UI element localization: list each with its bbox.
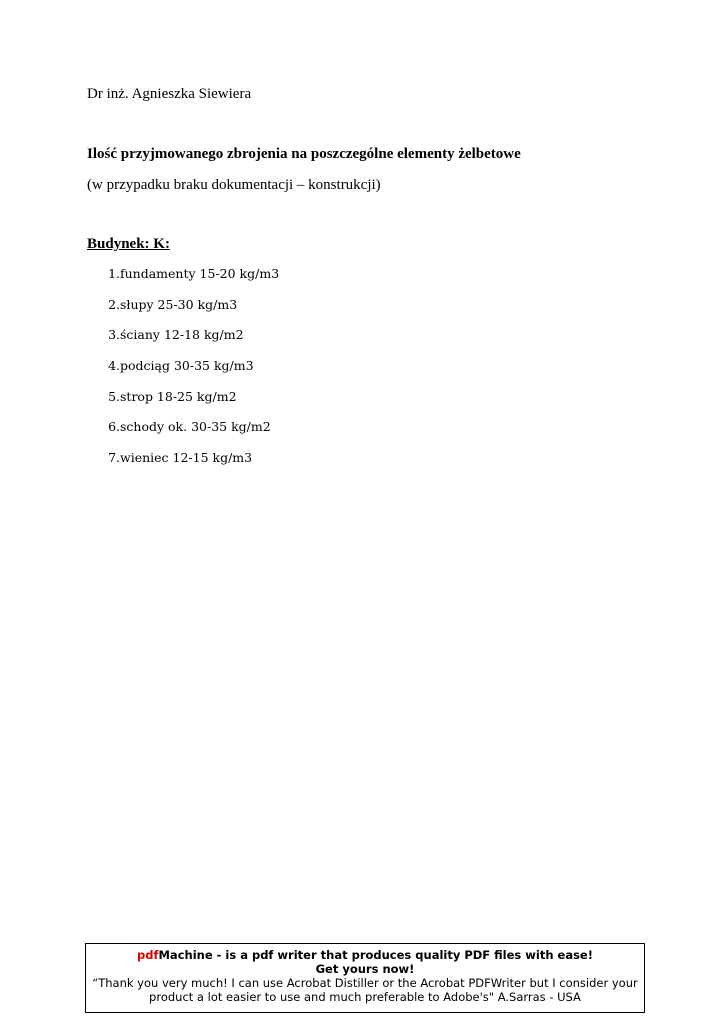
author-name: Dr inż. Agnieszka Siewiera — [87, 86, 252, 102]
list-item-text: podciąg 30-35 kg/m3 — [120, 358, 254, 374]
list-item-text: fundamenty 15-20 kg/m3 — [120, 266, 280, 281]
list-item-number: 3. — [108, 327, 120, 343]
list-item — [105, 448, 279, 479]
footer-testimonial-line-1: “Thank you very much! I can use Acrobat Distiller or the Acrobat PDFWriter but I consider your — [92, 976, 638, 990]
list-item — [105, 325, 279, 356]
list-item-text: strop 18-25 kg/m2 — [120, 388, 237, 404]
list-item-text: wieniec 12-15 kg/m3 — [120, 450, 253, 466]
list-item-number: 1. — [108, 266, 120, 281]
document-subtitle: (w przypadku braku dokumentacji – konstrukcji) — [87, 177, 381, 193]
document-title: Ilość przyjmowanego zbrojenia na poszczególne elementy żelbetowe — [87, 146, 521, 162]
list-item-text: słupy 25-30 kg/m3 — [120, 296, 238, 312]
list-item-text: ściany 12-18 kg/m2 — [120, 327, 244, 343]
list-item — [105, 417, 279, 448]
footer-get-yours-link[interactable]: Get yours now! — [315, 962, 415, 976]
reinforcement-list — [105, 264, 279, 479]
list-item-number: 7. — [108, 450, 120, 466]
list-item — [105, 356, 279, 387]
list-item — [105, 295, 279, 326]
list-item — [105, 264, 279, 295]
pdfmachine-footer-box — [85, 943, 645, 1013]
list-item-text: schody ok. 30-35 kg/m2 — [120, 419, 271, 435]
pdf-brand-text: pdf — [137, 948, 159, 962]
list-item — [105, 387, 279, 418]
list-item-number: 4. — [108, 358, 120, 374]
footer-line-1 — [86, 948, 644, 962]
list-item-number: 2. — [108, 296, 120, 312]
footer-testimonial-line-2: product a lot easier to use and much preferable to Adobe's" A.Sarras - USA — [149, 990, 581, 1004]
footer-line-1-text: Machine - is a pdf writer that produces quality PDF files with ease! — [158, 948, 593, 962]
building-heading: Budynek: K: — [87, 236, 170, 252]
list-item-number: 6. — [108, 419, 120, 435]
list-item-number: 5. — [108, 388, 120, 404]
